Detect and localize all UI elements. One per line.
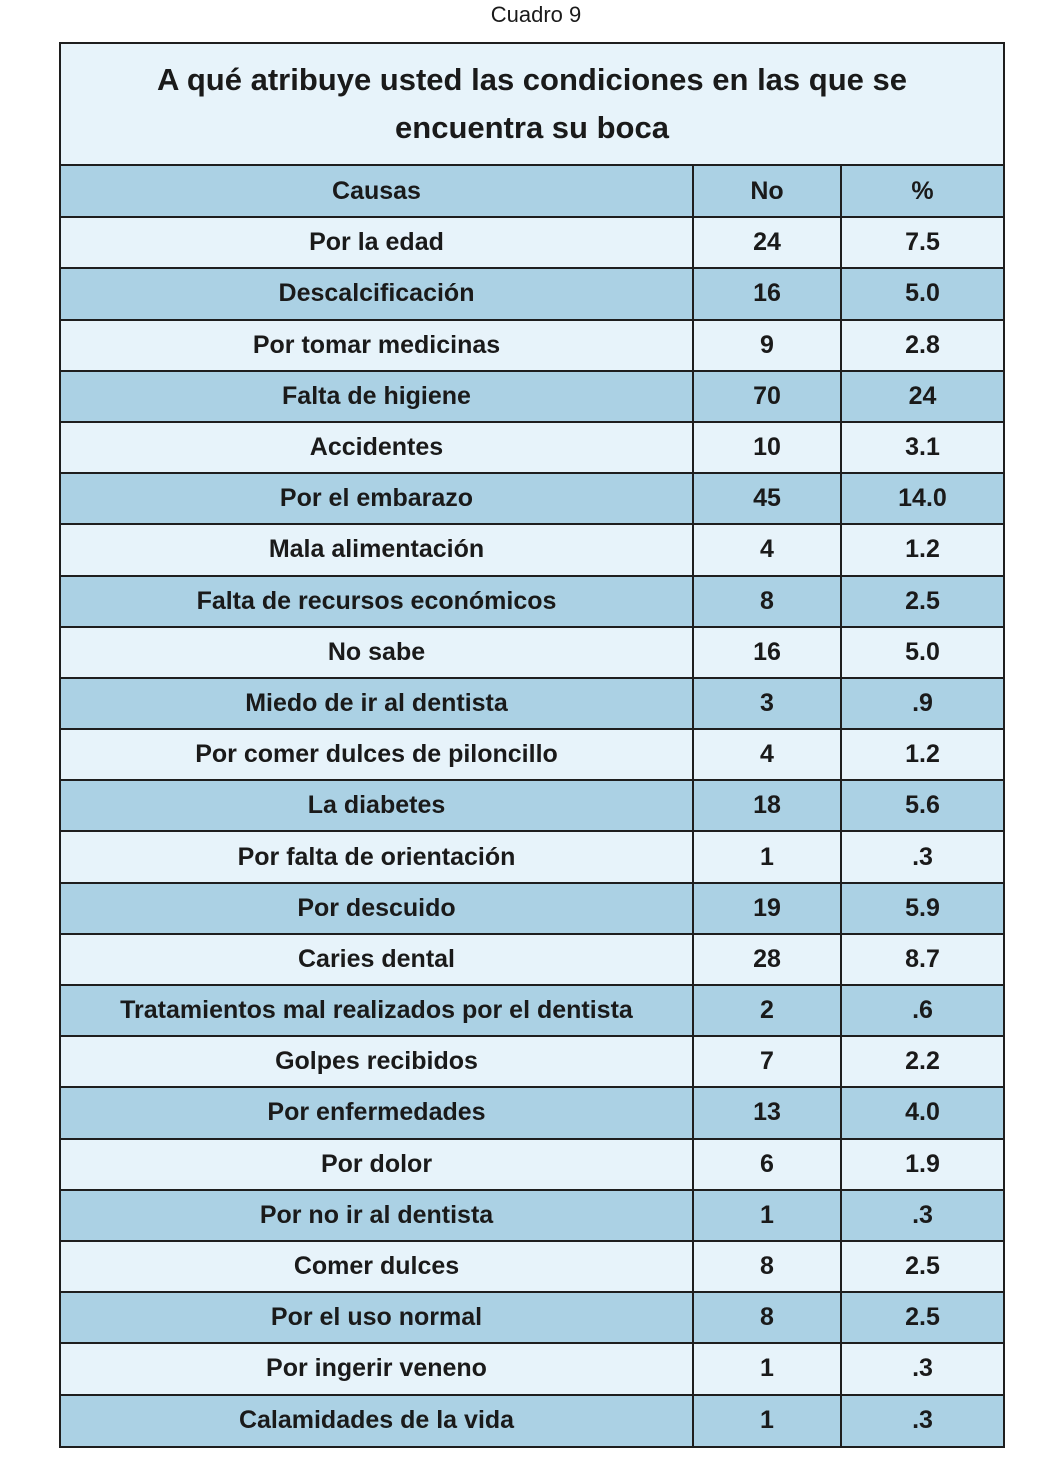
cell-no: 7 — [693, 1036, 841, 1087]
cell-causa: Mala alimentación — [61, 524, 693, 575]
cell-no: 28 — [693, 934, 841, 985]
cell-causa: Tratamientos mal realizados por el dentista — [61, 985, 693, 1036]
table-row — [61, 473, 1003, 524]
cell-pct: 2.5 — [841, 576, 1003, 627]
cell-causa: La diabetes — [61, 780, 693, 831]
cell-no: 4 — [693, 524, 841, 575]
cell-no: 8 — [693, 1241, 841, 1292]
table-row — [61, 1036, 1003, 1087]
cell-pct: 8.7 — [841, 934, 1003, 985]
cell-causa: Golpes recibidos — [61, 1036, 693, 1087]
cell-no: 1 — [693, 1395, 841, 1446]
table-row — [61, 831, 1003, 882]
cell-no: 8 — [693, 576, 841, 627]
cell-pct: 24 — [841, 371, 1003, 422]
cell-no: 24 — [693, 217, 841, 268]
table-title-line-2: encuentra su boca — [395, 110, 669, 145]
table-body — [61, 217, 1003, 1446]
cell-pct: .3 — [841, 1190, 1003, 1241]
table-row — [61, 422, 1003, 473]
cell-pct: 1.9 — [841, 1139, 1003, 1190]
column-header-causas: Causas — [61, 166, 693, 217]
cell-no: 6 — [693, 1139, 841, 1190]
table-row — [61, 729, 1003, 780]
cell-no: 2 — [693, 985, 841, 1036]
table-row — [61, 1190, 1003, 1241]
cell-causa: Por no ir al dentista — [61, 1190, 693, 1241]
cell-no: 1 — [693, 1190, 841, 1241]
cell-pct: .3 — [841, 831, 1003, 882]
table-row — [61, 1343, 1003, 1394]
cell-no: 10 — [693, 422, 841, 473]
cell-causa: Por falta de orientación — [61, 831, 693, 882]
cell-pct: 3.1 — [841, 422, 1003, 473]
cell-causa: Por dolor — [61, 1139, 693, 1190]
cell-pct: 4.0 — [841, 1087, 1003, 1138]
column-header-no: No — [693, 166, 841, 217]
table-caption: Cuadro 9 — [490, 2, 582, 27]
cell-pct: 1.2 — [841, 524, 1003, 575]
cell-no: 16 — [693, 627, 841, 678]
table-row — [61, 320, 1003, 371]
cell-causa: Por el embarazo — [61, 473, 693, 524]
cell-pct: .3 — [841, 1395, 1003, 1446]
cell-pct: 5.9 — [841, 883, 1003, 934]
table-row — [61, 1292, 1003, 1343]
table-row — [61, 268, 1003, 319]
table-row — [61, 1139, 1003, 1190]
cell-causa: Falta de recursos económicos — [61, 576, 693, 627]
cell-causa: Accidentes — [61, 422, 693, 473]
table-row — [61, 780, 1003, 831]
table-row — [61, 883, 1003, 934]
cell-pct: 2.2 — [841, 1036, 1003, 1087]
cell-pct: 2.5 — [841, 1241, 1003, 1292]
causes-table — [61, 166, 1003, 1446]
cell-causa: No sabe — [61, 627, 693, 678]
cell-no: 19 — [693, 883, 841, 934]
cell-pct: .6 — [841, 985, 1003, 1036]
table-row — [61, 627, 1003, 678]
table-title — [61, 44, 1003, 166]
cell-pct: 2.5 — [841, 1292, 1003, 1343]
cell-no: 3 — [693, 678, 841, 729]
cell-causa: Por tomar medicinas — [61, 320, 693, 371]
cell-causa: Comer dulces — [61, 1241, 693, 1292]
cell-pct: 5.6 — [841, 780, 1003, 831]
table-row — [61, 1395, 1003, 1446]
cell-pct: 2.8 — [841, 320, 1003, 371]
cell-causa: Caries dental — [61, 934, 693, 985]
table-row — [61, 371, 1003, 422]
cell-causa: Falta de higiene — [61, 371, 693, 422]
table-row — [61, 217, 1003, 268]
cell-causa: Por ingerir veneno — [61, 1343, 693, 1394]
cell-pct: 1.2 — [841, 729, 1003, 780]
table-row — [61, 1241, 1003, 1292]
cell-causa: Por enfermedades — [61, 1087, 693, 1138]
cell-no: 16 — [693, 268, 841, 319]
cell-pct: 5.0 — [841, 627, 1003, 678]
cell-pct: 5.0 — [841, 268, 1003, 319]
table-title-line-1: A qué atribuye usted las condiciones en las que se — [157, 62, 907, 97]
cell-no: 1 — [693, 1343, 841, 1394]
cell-no: 70 — [693, 371, 841, 422]
table-row — [61, 934, 1003, 985]
header-row — [61, 166, 1003, 217]
cell-causa: Por la edad — [61, 217, 693, 268]
cell-no: 45 — [693, 473, 841, 524]
cell-no: 4 — [693, 729, 841, 780]
cell-no: 13 — [693, 1087, 841, 1138]
table-row — [61, 678, 1003, 729]
table-row — [61, 1087, 1003, 1138]
table-row — [61, 576, 1003, 627]
cell-causa: Por descuido — [61, 883, 693, 934]
cell-pct: 7.5 — [841, 217, 1003, 268]
table-row — [61, 985, 1003, 1036]
table-row — [61, 524, 1003, 575]
cell-causa: Descalcificación — [61, 268, 693, 319]
cell-no: 1 — [693, 831, 841, 882]
cell-no: 18 — [693, 780, 841, 831]
data-table — [59, 42, 1005, 1448]
cell-pct: .9 — [841, 678, 1003, 729]
cell-no: 9 — [693, 320, 841, 371]
cell-pct: 14.0 — [841, 473, 1003, 524]
cell-pct: .3 — [841, 1343, 1003, 1394]
cell-causa: Por comer dulces de piloncillo — [61, 729, 693, 780]
cell-causa: Calamidades de la vida — [61, 1395, 693, 1446]
cell-causa: Miedo de ir al dentista — [61, 678, 693, 729]
cell-causa: Por el uso normal — [61, 1292, 693, 1343]
cell-no: 8 — [693, 1292, 841, 1343]
column-header-pct: % — [841, 166, 1003, 217]
